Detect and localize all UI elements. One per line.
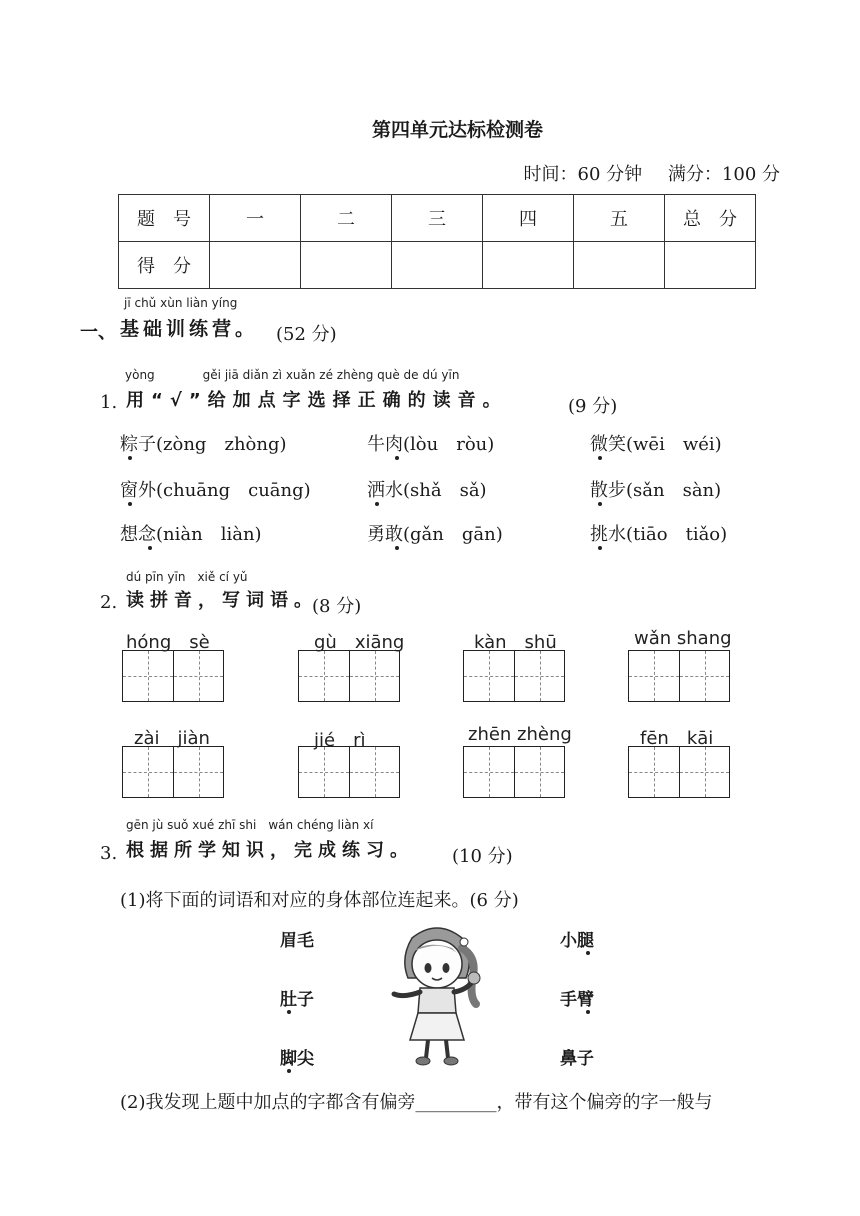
writing-grid[interactable] (463, 746, 565, 798)
grid-cell[interactable] (173, 747, 223, 797)
q1-item: 牛肉(lòu ròu) (367, 434, 495, 455)
score-blank[interactable] (483, 242, 574, 289)
writing-grid[interactable] (122, 650, 224, 702)
right-word: 小腿 (560, 931, 594, 951)
emphasis-dot (586, 1010, 590, 1014)
grid-cell[interactable] (123, 747, 173, 797)
emphasis-dot (598, 546, 602, 550)
score-blank[interactable] (392, 242, 483, 289)
grid-cell[interactable] (464, 651, 514, 701)
grid-cell[interactable] (464, 747, 514, 797)
emphasis-dot (128, 456, 132, 460)
emphasis-dot (395, 456, 399, 460)
q2-word-pinyin: gù xiāng (314, 632, 405, 653)
grid-cell[interactable] (349, 651, 399, 701)
full-score: 满分：100 分 (667, 164, 780, 185)
left-word: 眉毛 (280, 931, 314, 951)
q1-item: 洒水(shǎ sǎ) (367, 480, 487, 501)
score-cell: 五 (574, 195, 665, 242)
score-blank[interactable] (665, 242, 756, 289)
q2-pinyin: dú pīn yīn xiě cí yǔ (126, 570, 248, 584)
grid-cell[interactable] (349, 747, 399, 797)
emphasis-dot (287, 1010, 291, 1014)
q1-item: 微笑(wēi wéi) (590, 434, 722, 455)
writing-grid[interactable] (298, 746, 400, 798)
left-word: 肚子 (280, 990, 314, 1010)
q1-item: 散步(sǎn sàn) (590, 480, 722, 501)
writing-grid[interactable] (463, 650, 565, 702)
q1-item: 勇敢(gǎn gān) (367, 524, 503, 545)
score-cell: 四 (483, 195, 574, 242)
score-cell: 一 (210, 195, 301, 242)
writing-grid[interactable] (628, 746, 730, 798)
emphasis-dot (375, 502, 379, 506)
grid-cell[interactable] (679, 651, 729, 701)
girl-illustration (382, 918, 492, 1068)
score-table-score-row (119, 242, 756, 289)
page-title: 第四单元达标检测卷 (371, 119, 543, 141)
score-cell: 二 (301, 195, 392, 242)
right-word: 手臂 (560, 990, 594, 1010)
exam-meta (504, 160, 780, 186)
score-table-header-row (119, 195, 756, 242)
score-cell: 三 (392, 195, 483, 242)
emphasis-dot (598, 456, 602, 460)
writing-grid[interactable] (122, 746, 224, 798)
left-word: 脚尖 (280, 1049, 314, 1069)
q1-item: 窗外(chuāng cuāng) (120, 480, 311, 501)
q1-item: 粽子(zòng zhòng) (120, 434, 287, 455)
grid-cell[interactable] (173, 651, 223, 701)
grid-cell[interactable] (123, 651, 173, 701)
q2-word-pinyin: fēn kāi (640, 728, 714, 749)
score-blank[interactable] (210, 242, 301, 289)
q2-points: (8 分) (312, 596, 362, 617)
q2-number: 2. (100, 592, 118, 613)
grid-cell[interactable] (629, 651, 679, 701)
q2-instruction: 读拼音，写词语。 (126, 590, 318, 611)
q2-word-pinyin: kàn shū (474, 632, 557, 653)
q2-word-pinyin: wǎn shang (634, 628, 732, 649)
score-blank[interactable] (301, 242, 392, 289)
q1-pinyin: yòng gěi jiā diǎn zì xuǎn zé zhèng què de dú yīn (125, 368, 460, 382)
time-limit: 时间：60 分钟 (523, 164, 643, 185)
q3-points: (10 分) (452, 846, 513, 867)
emphasis-dot (598, 502, 602, 506)
q1-instruction: 用“√”给加点字选择正确的读音。 (126, 390, 508, 411)
writing-grid[interactable] (298, 650, 400, 702)
emphasis-dot (395, 546, 399, 550)
grid-cell[interactable] (514, 651, 564, 701)
q3-sub1: (1)将下面的词语和对应的身体部位连起来。(6 分) (120, 890, 519, 911)
emphasis-dot (287, 1069, 291, 1073)
grid-cell[interactable] (299, 747, 349, 797)
q1-points: (9 分) (568, 396, 618, 417)
q3-instruction: 根据所学知识，完成练习。 (126, 840, 414, 861)
q2-word-pinyin: zhēn zhèng (468, 724, 572, 745)
q3-number: 3. (100, 843, 118, 864)
q2-word-pinyin: zài jiàn (134, 728, 210, 749)
right-word: 鼻子 (560, 1049, 594, 1069)
score-table (118, 194, 756, 289)
q3-pinyin: gēn jù suǒ xué zhī shi wán chéng liàn xí (126, 818, 374, 832)
score-blank[interactable] (574, 242, 665, 289)
grid-cell[interactable] (299, 651, 349, 701)
section1-points: (52 分) (276, 324, 337, 345)
writing-grid[interactable] (628, 650, 730, 702)
q1-item: 想念(niàn liàn) (120, 524, 262, 545)
score-cell: 总 分 (665, 195, 756, 242)
section1-heading: 基础训练营。 (120, 318, 259, 340)
section1-number: 一、 (80, 322, 116, 343)
score-cell: 题 号 (119, 195, 210, 242)
q2-word-pinyin: hóng sè (126, 632, 210, 653)
grid-cell[interactable] (629, 747, 679, 797)
q1-item: 挑水(tiāo tiǎo) (590, 524, 728, 545)
q2-word-pinyin: jié rì (314, 730, 366, 751)
q1-number: 1. (100, 392, 118, 413)
emphasis-dot (148, 546, 152, 550)
emphasis-dot (128, 502, 132, 506)
grid-cell[interactable] (514, 747, 564, 797)
section1-pinyin: jī chǔ xùn liàn yíng (124, 296, 238, 310)
score-row-label: 得 分 (119, 242, 210, 289)
q3-sub2: (2)我发现上题中加点的字都含有偏旁_________，带有这个偏旁的字一般与 (120, 1092, 713, 1113)
grid-cell[interactable] (679, 747, 729, 797)
emphasis-dot (586, 951, 590, 955)
